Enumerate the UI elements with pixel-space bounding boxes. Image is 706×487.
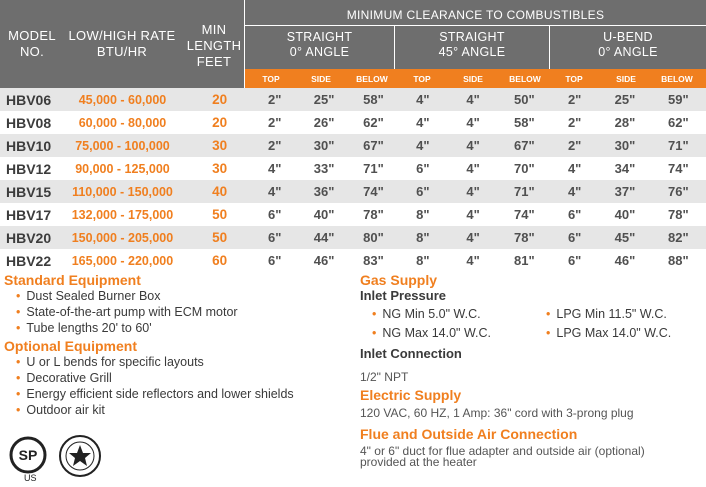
bullet-icon: • — [16, 355, 21, 369]
clearance-cell: 59" — [651, 88, 706, 111]
clearance-cell: 4" — [550, 157, 599, 180]
inlet-connection-label: Inlet Connection — [360, 346, 462, 361]
clearance-cell: 67" — [499, 134, 550, 157]
rate-cell: 165,000 - 220,000 — [56, 249, 189, 272]
rate-header-line2: BTU/HR — [96, 44, 148, 59]
clearance-cell: 26" — [299, 111, 348, 134]
group-straight-45 — [395, 30, 549, 60]
list-item-text: Outdoor air kit — [26, 403, 105, 417]
clearance-cell: 6" — [550, 226, 599, 249]
subheader-top: TOP — [262, 74, 280, 84]
min-length-header — [184, 22, 244, 70]
clearance-title: MINIMUM CLEARANCE TO COMBUSTIBLES — [346, 8, 605, 22]
header-left-band — [0, 69, 244, 88]
subheader-below: BELOW — [356, 74, 388, 84]
rate-cell: 90,000 - 125,000 — [56, 157, 189, 180]
clearance-cell: 88" — [651, 249, 706, 272]
clearance-cell: 4" — [447, 134, 498, 157]
inlet-connection-value: 1/2" NPT — [360, 370, 409, 384]
inlet-pressure-label: Inlet Pressure — [360, 288, 446, 303]
subheader-below: BELOW — [661, 74, 693, 84]
clearance-cell: 4" — [398, 134, 447, 157]
clearance-cell: 58" — [499, 111, 550, 134]
clearance-cell: 6" — [398, 157, 447, 180]
table-row — [0, 134, 706, 157]
list-item — [4, 354, 354, 370]
clearance-cell: 70" — [499, 157, 550, 180]
standard-equipment-section — [4, 272, 344, 336]
clearance-cell: 40" — [299, 203, 348, 226]
list-item — [4, 288, 344, 304]
clearance-cell: 4" — [447, 226, 498, 249]
clearance-cell: 82" — [651, 226, 706, 249]
model-cell: HBV12 — [0, 157, 56, 180]
model-header-line2: NO. — [19, 44, 44, 59]
bullet-icon: • — [546, 307, 551, 321]
clearance-cell: 33" — [299, 157, 348, 180]
bullet-icon: • — [546, 326, 551, 340]
clearance-cell: 2" — [550, 88, 599, 111]
model-cell: HBV08 — [0, 111, 56, 134]
min-length-cell: 30 — [189, 157, 250, 180]
min-length-cell: 30 — [189, 134, 250, 157]
clearance-cell: 74" — [651, 157, 706, 180]
flue-line1: 4" or 6" duct for flue adapter and outside air (optional) — [360, 444, 645, 458]
clearance-cell: 8" — [398, 249, 447, 272]
clearance-cell: 4" — [447, 88, 498, 111]
clearance-cell: 83" — [349, 249, 398, 272]
subheader-side: SIDE — [311, 74, 331, 84]
clearance-cell: 76" — [651, 180, 706, 203]
clearance-cell: 4" — [447, 249, 498, 272]
rate-cell: 45,000 - 60,000 — [56, 88, 189, 111]
clearance-cell: 58" — [349, 88, 398, 111]
clearance-cell: 30" — [299, 134, 348, 157]
clearance-cell: 4" — [550, 180, 599, 203]
subheader-side: SIDE — [463, 74, 483, 84]
clearance-cell: 62" — [349, 111, 398, 134]
clearance-cell: 71" — [349, 157, 398, 180]
subheader-top: TOP — [565, 74, 583, 84]
min-length-cell: 40 — [189, 180, 250, 203]
group-line2: 0° ANGLE — [598, 45, 658, 59]
gas-supply-title: Gas Supply — [360, 272, 438, 288]
clearance-cell: 2" — [250, 134, 299, 157]
rate-header — [60, 28, 184, 60]
clearance-table — [0, 88, 706, 272]
clearance-cell: 2" — [250, 111, 299, 134]
min-header-line2: LENGTH — [186, 38, 242, 53]
min-length-cell: 60 — [189, 249, 250, 272]
gas-supply-section — [360, 272, 700, 303]
list-item-text: Decorative Grill — [26, 371, 112, 385]
subheader-below: BELOW — [509, 74, 541, 84]
group-line1: STRAIGHT — [286, 30, 353, 44]
bullet-icon: • — [16, 387, 21, 401]
min-header-line1: MIN — [201, 22, 227, 37]
clearance-cell: 67" — [349, 134, 398, 157]
clearance-cell: 6" — [398, 180, 447, 203]
clearance-cell: 36" — [299, 180, 348, 203]
clearance-cell: 28" — [599, 111, 650, 134]
table-row — [0, 88, 706, 111]
clearance-cell: 71" — [499, 180, 550, 203]
min-length-cell: 20 — [189, 111, 250, 134]
clearance-cell: 74" — [499, 203, 550, 226]
list-item — [4, 386, 354, 402]
rate-header-line1: LOW/HIGH RATE — [68, 28, 176, 43]
model-cell: HBV17 — [0, 203, 56, 226]
model-cell: HBV20 — [0, 226, 56, 249]
clearance-cell: 4" — [250, 180, 299, 203]
rate-cell: 60,000 - 80,000 — [56, 111, 189, 134]
clearance-cell: 8" — [398, 226, 447, 249]
group-ubend-0 — [550, 30, 706, 60]
list-item-text: State-of-the-art pump with ECM motor — [26, 305, 238, 319]
csa-country: US — [24, 473, 37, 483]
flue-title: Flue and Outside Air Connection — [360, 426, 578, 442]
flue-line2: provided at the heater — [360, 455, 477, 469]
bullet-icon: • — [16, 371, 21, 385]
clearance-cell: 4" — [447, 157, 498, 180]
clearance-cell: 71" — [651, 134, 706, 157]
list-item-text: Energy efficient side reflectors and lower shields — [26, 387, 294, 401]
optional-equipment-title: Optional Equipment — [4, 338, 137, 354]
list-item — [4, 370, 354, 386]
model-cell: HBV15 — [0, 180, 56, 203]
clearance-cell: 4" — [250, 157, 299, 180]
clearance-cell: 37" — [599, 180, 650, 203]
clearance-cell: 2" — [550, 134, 599, 157]
list-item-text: Dust Sealed Burner Box — [26, 289, 161, 303]
pressure-text: NG Min 5.0" W.C. — [382, 307, 481, 321]
table-row — [0, 203, 706, 226]
rate-cell: 110,000 - 150,000 — [56, 180, 189, 203]
bullet-icon: • — [372, 326, 377, 340]
min-length-cell: 50 — [189, 203, 250, 226]
design-certified-seal-icon — [58, 434, 102, 478]
model-cell: HBV22 — [0, 249, 56, 272]
pressure-text: LPG Min 11.5" W.C. — [556, 307, 667, 321]
list-item-text: U or L bends for specific layouts — [26, 355, 204, 369]
pressure-item — [546, 325, 671, 341]
clearance-cell: 25" — [299, 88, 348, 111]
group-line1: STRAIGHT — [439, 30, 505, 44]
table-row — [0, 249, 706, 272]
svg-text:SP: SP — [18, 447, 38, 463]
csa-logo — [8, 435, 52, 483]
clearance-cell: 6" — [250, 203, 299, 226]
model-header-line1: MODEL — [8, 28, 56, 43]
clearance-cell: 78" — [499, 226, 550, 249]
pressure-item — [372, 306, 481, 322]
subheader-side: SIDE — [616, 74, 636, 84]
optional-equipment-section — [4, 338, 354, 418]
electric-supply-title: Electric Supply — [360, 387, 462, 403]
clearance-cell: 46" — [599, 249, 650, 272]
min-length-cell: 20 — [189, 88, 250, 111]
clearance-cell: 4" — [398, 111, 447, 134]
pressure-text: LPG Max 14.0" W.C. — [556, 326, 672, 340]
clearance-cell: 44" — [299, 226, 348, 249]
clearance-cell: 50" — [499, 88, 550, 111]
clearance-cell: 62" — [651, 111, 706, 134]
clearance-cell: 30" — [599, 134, 650, 157]
bullet-icon: • — [16, 321, 21, 335]
clearance-cell: 74" — [349, 180, 398, 203]
design-certified-logo — [58, 434, 102, 478]
subheader-top: TOP — [413, 74, 431, 84]
clearance-cell: 4" — [447, 180, 498, 203]
list-item — [4, 402, 354, 418]
bullet-icon: • — [16, 289, 21, 303]
clearance-cell: 81" — [499, 249, 550, 272]
clearance-cell: 80" — [349, 226, 398, 249]
model-header — [4, 28, 60, 60]
csa-mark-icon — [8, 435, 52, 475]
clearance-cell: 6" — [550, 249, 599, 272]
rate-cell: 75,000 - 100,000 — [56, 134, 189, 157]
clearance-cell: 6" — [250, 249, 299, 272]
min-header-line3: FEET — [196, 54, 232, 69]
clearance-cell: 4" — [447, 111, 498, 134]
bullet-icon: • — [16, 305, 21, 319]
clearance-cell: 40" — [599, 203, 650, 226]
group-line1: U-BEND — [603, 30, 653, 44]
clearance-cell: 4" — [398, 88, 447, 111]
clearance-cell: 2" — [550, 111, 599, 134]
clearance-cell: 8" — [398, 203, 447, 226]
pressure-text: NG Max 14.0" W.C. — [382, 326, 492, 340]
clearance-cell: 78" — [651, 203, 706, 226]
min-length-cell: 50 — [189, 226, 250, 249]
clearance-cell: 34" — [599, 157, 650, 180]
pressure-item — [546, 306, 667, 322]
bullet-icon: • — [372, 307, 377, 321]
clearance-cell: 6" — [250, 226, 299, 249]
header-divider — [245, 25, 706, 26]
clearance-cell: 25" — [599, 88, 650, 111]
group-line2: 0° ANGLE — [289, 45, 350, 59]
table-row — [0, 111, 706, 134]
group-line2: 45° ANGLE — [438, 45, 506, 59]
list-item — [4, 320, 344, 336]
bullet-icon: • — [16, 403, 21, 417]
clearance-cell: 45" — [599, 226, 650, 249]
clearance-cell: 78" — [349, 203, 398, 226]
clearance-cell: 4" — [447, 203, 498, 226]
electric-supply-text: 120 VAC, 60 HZ, 1 Amp: 36" cord with 3-prong plug — [360, 406, 634, 420]
list-item — [4, 304, 344, 320]
group-straight-0 — [245, 30, 394, 60]
clearance-cell: 2" — [250, 88, 299, 111]
table-row — [0, 226, 706, 249]
pressure-item — [372, 325, 491, 341]
rate-cell: 132,000 - 175,000 — [56, 203, 189, 226]
table-row — [0, 180, 706, 203]
model-cell: HBV10 — [0, 134, 56, 157]
table-row — [0, 157, 706, 180]
clearance-cell: 6" — [550, 203, 599, 226]
clearance-cell: 46" — [299, 249, 348, 272]
standard-equipment-title: Standard Equipment — [4, 272, 141, 288]
rate-cell: 150,000 - 205,000 — [56, 226, 189, 249]
list-item-text: Tube lengths 20' to 60' — [26, 321, 152, 335]
model-cell: HBV06 — [0, 88, 56, 111]
